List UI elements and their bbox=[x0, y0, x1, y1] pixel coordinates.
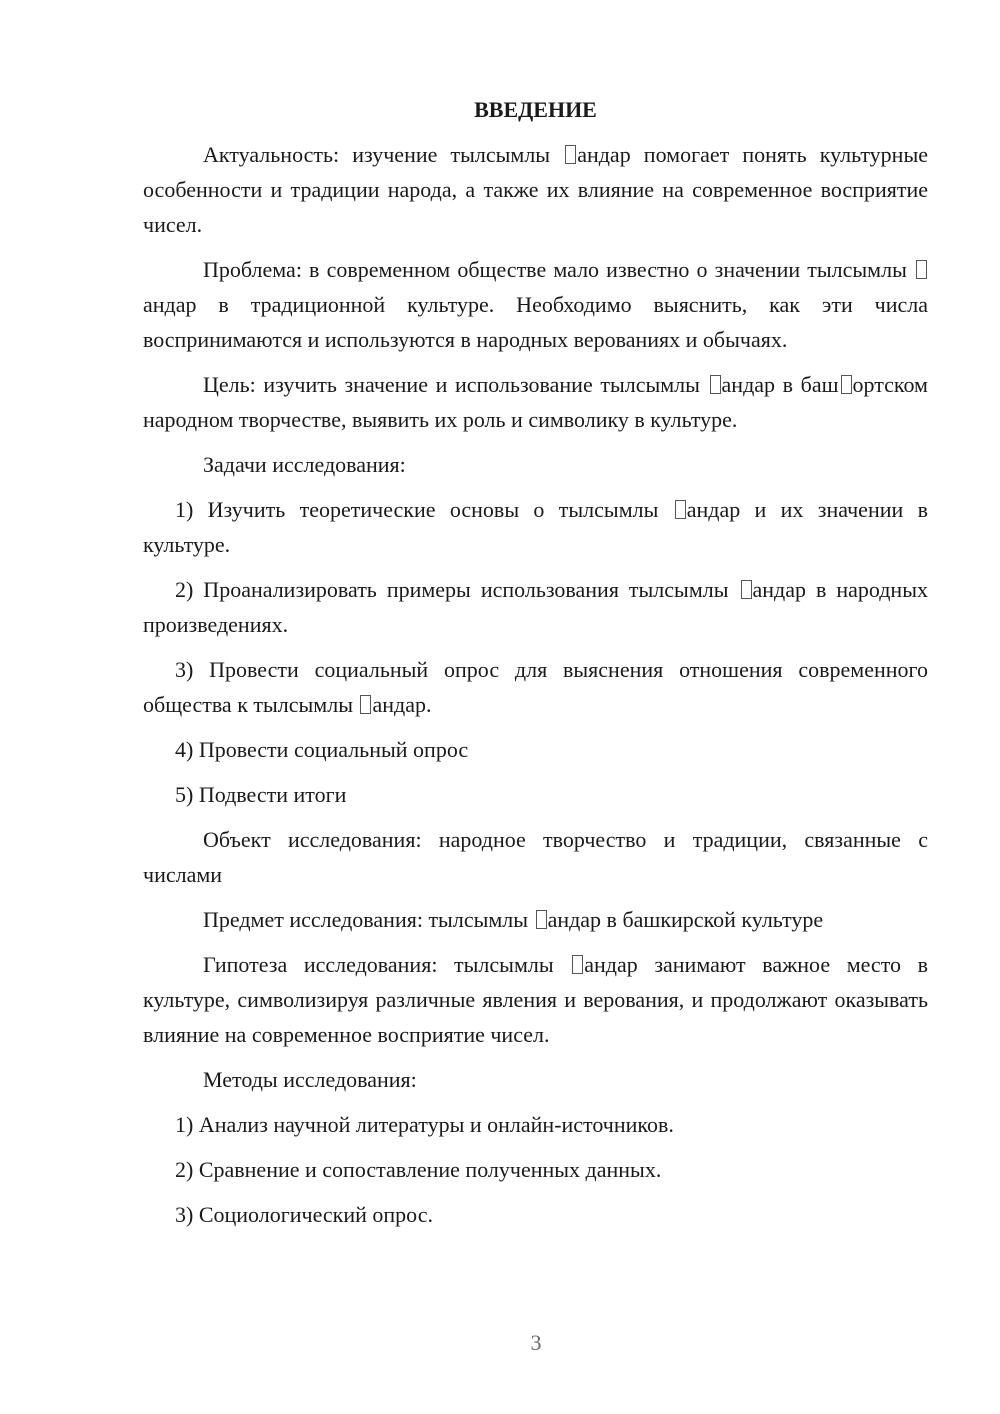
text-run: Методы исследования: bbox=[203, 1067, 417, 1092]
paragraph bbox=[143, 947, 928, 1052]
paragraph bbox=[143, 902, 928, 937]
text-run: 3) Социологический опрос. bbox=[175, 1202, 433, 1227]
text-run: 2) Проанализировать примеры использования тылсымлы bbox=[175, 577, 739, 602]
missing-glyph-box bbox=[360, 695, 371, 714]
missing-glyph-box bbox=[536, 910, 547, 929]
paragraph bbox=[143, 822, 928, 892]
missing-glyph-box bbox=[710, 375, 721, 394]
text-run: андар помогает понять культурные особенности и традиции народа, а также их влияние на современное восприятие чисел. bbox=[143, 142, 928, 237]
text-run: Проблема: в современном обществе мало известно о значении тылсымлы bbox=[203, 257, 914, 282]
list-item bbox=[143, 732, 928, 767]
missing-glyph-box bbox=[841, 375, 852, 394]
missing-glyph-box bbox=[675, 500, 686, 519]
text-run: Предмет исследования: тылсымлы bbox=[203, 907, 534, 932]
text-run: Объект исследования: народное творчество и традиции, связанные с числами bbox=[143, 827, 928, 887]
list-item bbox=[143, 492, 928, 562]
text-run: Задачи исследования: bbox=[203, 452, 406, 477]
list-item bbox=[143, 1152, 928, 1187]
paragraph bbox=[143, 137, 928, 242]
paragraph bbox=[143, 1062, 928, 1097]
text-run: 3) Провести социальный опрос для выяснения отношения современного общества к тылсымлы bbox=[143, 657, 928, 717]
list-item bbox=[143, 1197, 928, 1232]
text-run: 2) Сравнение и сопоставление полученных данных. bbox=[175, 1157, 662, 1182]
document-page bbox=[143, 92, 928, 1242]
text-run: андар. bbox=[372, 692, 432, 717]
paragraph bbox=[143, 367, 928, 437]
missing-glyph-box bbox=[565, 145, 576, 164]
missing-glyph-box bbox=[572, 955, 583, 974]
text-run: ортском народном творчестве, выявить их роль и символику в культуре. bbox=[143, 372, 928, 432]
text-run: андар занимают важное место в культуре, символизируя различные явления и верования, и продолжают оказывать влияние на современное восприятие чисел. bbox=[143, 952, 929, 1047]
text-run: 5) Подвести итоги bbox=[175, 782, 347, 807]
text-run: Гипотеза исследования: тылсымлы bbox=[203, 952, 571, 977]
text-run: 1) Анализ научной литературы и онлайн-источников. bbox=[175, 1112, 674, 1137]
body-text bbox=[143, 137, 928, 1232]
text-run: Актуальность: изучение тылсымлы bbox=[203, 142, 564, 167]
list-item bbox=[143, 572, 928, 642]
text-run: андар в башкирской культуре bbox=[547, 907, 824, 932]
text-run: андар в традиционной культуре. Необходимо выяснить, как эти числа воспринимаются и используются в народных верованиях и обычаях. bbox=[143, 292, 928, 352]
text-run: Цель: изучить значение и использование тылсымлы bbox=[203, 372, 708, 397]
text-run: андар в народных произведениях. bbox=[143, 577, 928, 637]
paragraph bbox=[143, 447, 928, 482]
missing-glyph-box bbox=[741, 580, 752, 599]
text-run: андар в баш bbox=[721, 372, 839, 397]
section-title: ВВЕДЕНИЕ bbox=[474, 97, 597, 122]
text-run: 1) Изучить теоретические основы о тылсымлы bbox=[175, 497, 673, 522]
page-number: 3 bbox=[530, 1330, 542, 1355]
text-run: андар и их значении в культуре. bbox=[143, 497, 928, 557]
list-item bbox=[143, 652, 928, 722]
text-run: 4) Провести социальный опрос bbox=[175, 737, 469, 762]
list-item bbox=[143, 1107, 928, 1142]
missing-glyph-box bbox=[916, 260, 927, 279]
paragraph bbox=[143, 252, 928, 357]
list-item bbox=[143, 777, 928, 812]
